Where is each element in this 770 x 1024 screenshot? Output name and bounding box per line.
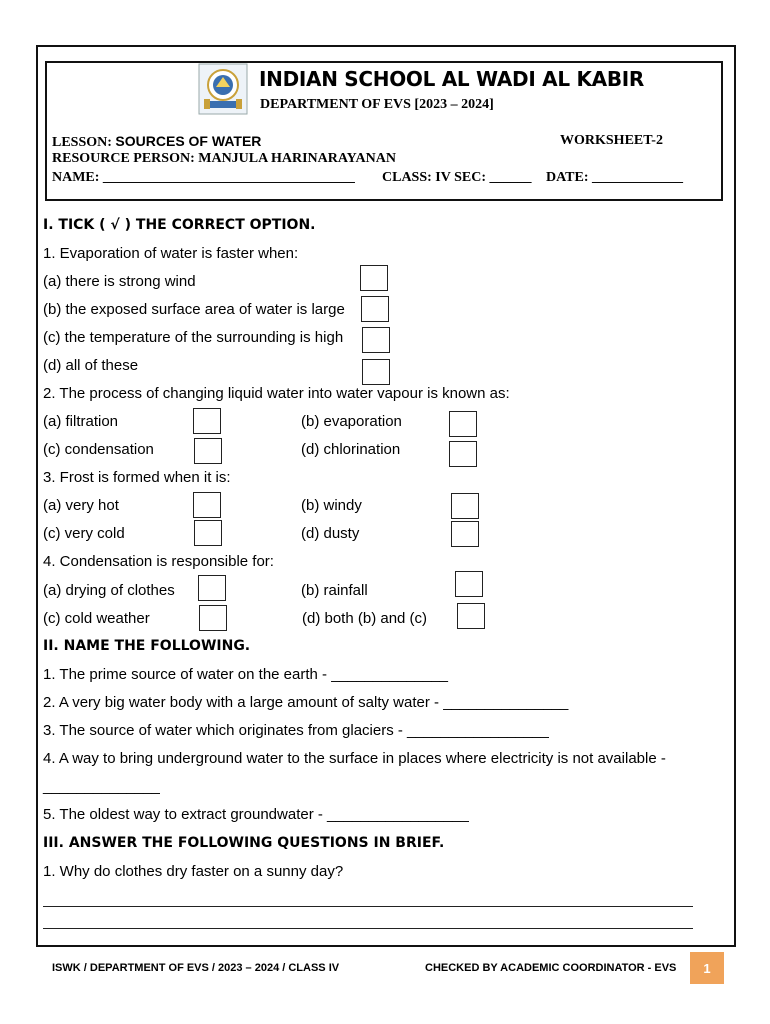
q3-checkbox-c[interactable] xyxy=(194,520,222,546)
answer-line-1[interactable] xyxy=(43,906,693,907)
footer-right: CHECKED BY ACADEMIC COORDINATOR - EVS xyxy=(425,962,677,974)
q2-checkbox-a[interactable] xyxy=(193,408,221,434)
lesson-row xyxy=(52,133,261,151)
q2-checkbox-b[interactable] xyxy=(449,411,477,437)
q4-option-a: (a) drying of clothes xyxy=(43,582,175,599)
q1-checkbox-a[interactable] xyxy=(360,265,388,291)
q1-option-d: (d) all of these xyxy=(43,357,139,374)
q3-option-c: (c) very cold xyxy=(43,525,125,542)
lesson-value: SOURCES OF WATER xyxy=(115,133,262,149)
name-q3[interactable]: 3. The source of water which originates from glaciers - _________________ xyxy=(43,722,549,739)
lesson-label: LESSON: xyxy=(52,135,112,150)
q2-option-a: (a) filtration xyxy=(43,413,119,430)
question-4: 4. Condensation is responsible for: xyxy=(43,553,274,570)
q3-option-a: (a) very hot xyxy=(43,497,119,514)
q1-option-c: (c) the temperature of the surrounding is high xyxy=(43,329,344,346)
name-q4: 4. A way to bring underground water to the surface in places where electricity is not available - xyxy=(43,750,666,767)
q4-option-b: (b) rainfall xyxy=(301,582,368,599)
page-number-badge: 1 xyxy=(690,952,724,984)
q4-checkbox-c[interactable] xyxy=(199,605,227,631)
question-1: 1. Evaporation of water is faster when: xyxy=(43,245,299,262)
name-q4-answer-blank[interactable]: ______________ xyxy=(43,778,160,795)
footer-left: ISWK / DEPARTMENT OF EVS / 2023 – 2024 / CLASS IV xyxy=(52,962,340,974)
q3-checkbox-b[interactable] xyxy=(451,493,479,519)
q2-option-d: (d) chlorination xyxy=(301,441,401,458)
q3-option-b: (b) windy xyxy=(301,497,362,514)
q2-option-b: (b) evaporation xyxy=(301,413,402,430)
answer-line-2[interactable] xyxy=(43,928,693,929)
date-field[interactable]: DATE: _____________ xyxy=(546,170,684,185)
section-2-title: II. NAME THE FOLLOWING. xyxy=(43,638,251,654)
department: DEPARTMENT OF EVS [2023 – 2024] xyxy=(260,97,494,112)
resource-person: RESOURCE PERSON: MANJULA HARINARAYANAN xyxy=(52,151,396,166)
name-field[interactable]: NAME: ____________________________________ xyxy=(52,170,355,185)
q3-checkbox-d[interactable] xyxy=(451,521,479,547)
q1-option-b: (b) the exposed surface area of water is large xyxy=(43,301,345,318)
q1-checkbox-c[interactable] xyxy=(362,327,390,353)
section-1-title: I. TICK ( √ ) THE CORRECT OPTION. xyxy=(43,217,316,233)
name-q2[interactable]: 2. A very big water body with a large amount of salty water - _______________ xyxy=(43,694,569,711)
q2-checkbox-c[interactable] xyxy=(194,438,222,464)
brief-q1: 1. Why do clothes dry faster on a sunny day? xyxy=(43,863,344,880)
q4-checkbox-d[interactable] xyxy=(457,603,485,629)
school-name: INDIAN SCHOOL AL WADI AL KABIR xyxy=(259,67,645,91)
q1-option-a: (a) there is strong wind xyxy=(43,273,196,290)
q4-checkbox-b[interactable] xyxy=(455,571,483,597)
worksheet-number: WORKSHEET-2 xyxy=(560,133,663,148)
q4-option-d: (d) both (b) and (c) xyxy=(302,610,428,627)
q3-checkbox-a[interactable] xyxy=(193,492,221,518)
name-q1[interactable]: 1. The prime source of water on the earth - ______________ xyxy=(43,666,448,683)
q1-checkbox-b[interactable] xyxy=(361,296,389,322)
q2-option-c: (c) condensation xyxy=(43,441,154,458)
question-3: 3. Frost is formed when it is: xyxy=(43,469,231,486)
q1-checkbox-d[interactable] xyxy=(362,359,390,385)
q4-checkbox-a[interactable] xyxy=(198,575,226,601)
question-2: 2. The process of changing liquid water into water vapour is known as: xyxy=(43,385,510,402)
q2-checkbox-d[interactable] xyxy=(449,441,477,467)
section-3-title: III. ANSWER THE FOLLOWING QUESTIONS IN BRIEF. xyxy=(43,835,445,851)
name-q5[interactable]: 5. The oldest way to extract groundwater - _________________ xyxy=(43,806,469,823)
q3-option-d: (d) dusty xyxy=(301,525,360,542)
school-logo xyxy=(198,63,248,115)
q4-option-c: (c) cold weather xyxy=(43,610,150,627)
class-section-field[interactable]: CLASS: IV SEC: ______ xyxy=(382,170,532,185)
